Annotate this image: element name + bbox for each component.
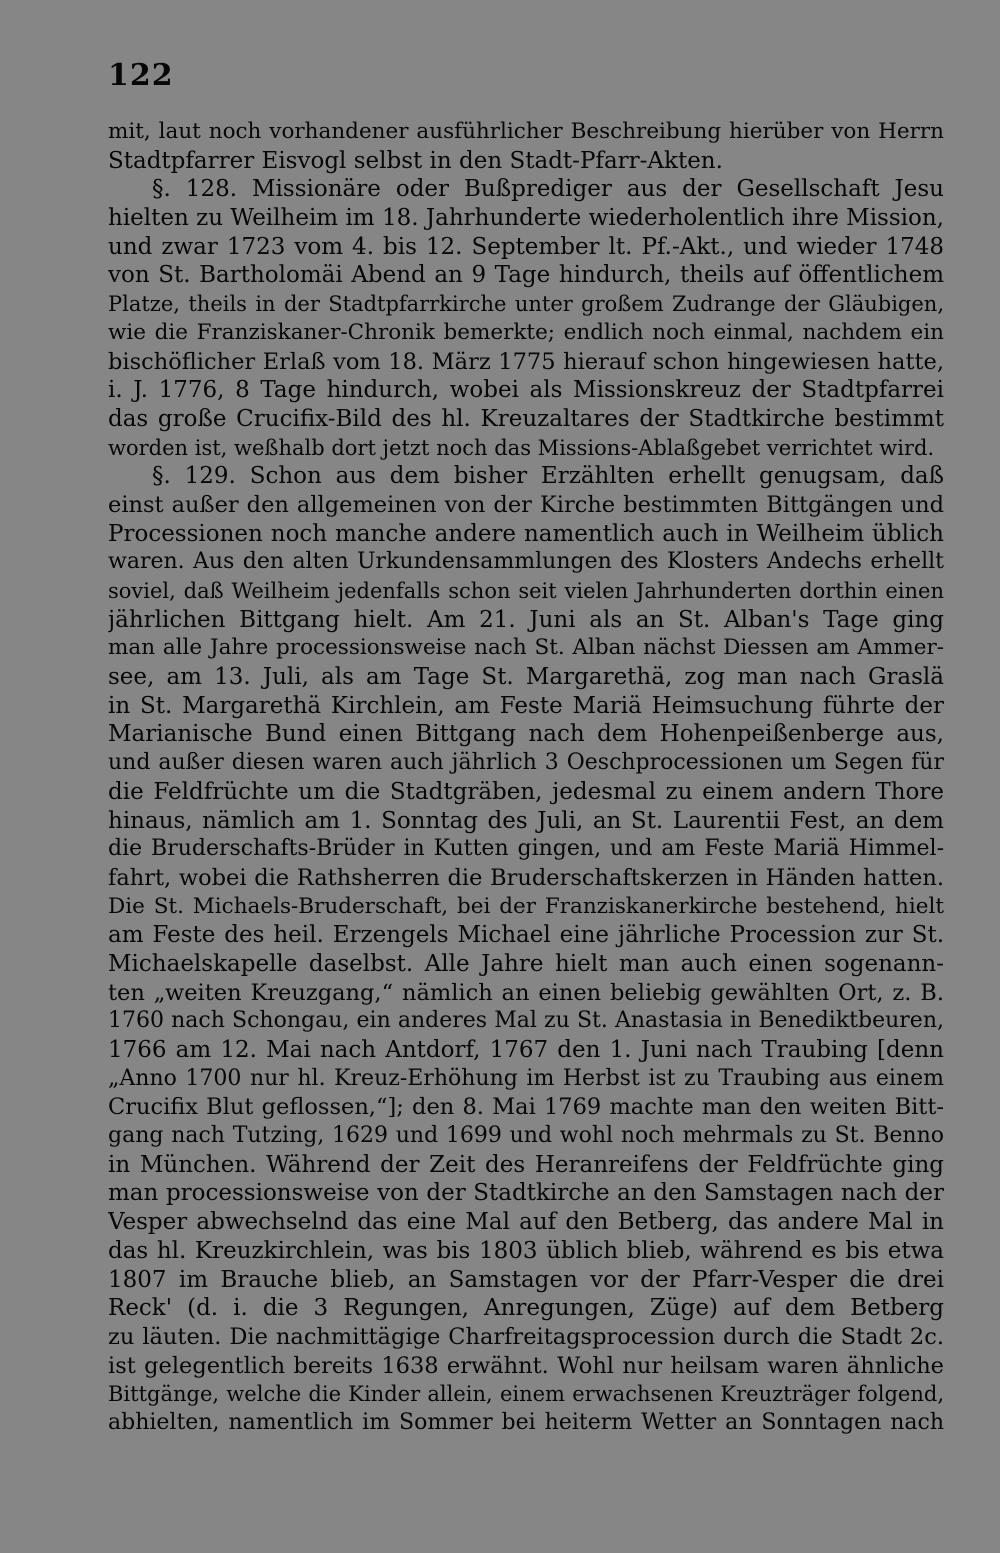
text-line: in München. Während der Zeit des Heranreifens der Feldfrüchte ging: [108, 1151, 944, 1178]
text-line: Michaelskapelle daselbst. Alle Jahre hielt man auch einen sogenann-: [108, 950, 944, 977]
text-line: einst außer den allgemeinen von der Kirche bestimmten Bittgängen und: [108, 491, 944, 518]
text-line: in St. Margarethä Kirchlein, am Feste Mariä Heimsuchung führte der: [108, 692, 944, 719]
text-line: see, am 13. Juli, als am Tage St. Margarethä, zog man nach Graslä: [108, 664, 944, 691]
text-line: worden ist, weßhalb dort jetzt noch das Missions-Ablaßgebet verrichtet wird.: [108, 435, 935, 460]
text-line: Marianische Bund einen Bittgang nach dem Hohenpeißenberge aus,: [108, 721, 944, 748]
text-line: zu läuten. Die nachmittägige Charfreitagsprocession durch die Stadt 2c.: [108, 1323, 944, 1350]
text-line: Stadtpfarrer Eisvogl selbst in den Stadt-Pfarr-Akten.: [108, 147, 723, 174]
text-line: „Anno 1700 nur hl. Kreuz-Erhöhung im Herbst ist zu Traubing aus einem: [108, 1065, 944, 1091]
text-line: Platze, theils in der Stadtpfarrkirche unter großem Zudrange der Gläubigen,: [108, 292, 944, 317]
text-line: soviel, daß Weilheim jedenfalls schon seit vielen Jahrhunderten dorthin einen: [108, 579, 944, 603]
text-line: §. 129. Schon aus dem bisher Erzählten erhellt genugsam, daß: [152, 463, 944, 490]
text-line: waren. Aus den alten Urkundensammlungen des Klosters Andechs erhellt: [108, 549, 944, 575]
text-line: und außer diesen waren auch jährlich 3 Oeschprocessionen um Segen für: [108, 750, 944, 776]
text-line: gang nach Tutzing, 1629 und 1699 und wohl noch mehrmals zu St. Benno: [108, 1123, 944, 1149]
text-line: hinaus, nämlich am 1. Sonntag des Juli, an St. Laurentii Fest, an dem: [108, 807, 944, 834]
text-line: Reck' (d. i. die 3 Regungen, Anregungen, Züge) auf dem Betberg: [108, 1295, 944, 1322]
text-line: abhielten, namentlich im Sommer bei heiterm Wetter an Sonntagen nach: [108, 1409, 944, 1435]
text-line: mit, laut noch vorhandener ausführlicher Beschreibung hierüber von Herrn: [108, 119, 944, 144]
text-line: i. J. 1776, 8 Tage hindurch, wobei als Missionskreuz der Stadtpfarrei: [108, 377, 944, 404]
text-line: Bittgänge, welche die Kinder allein, einem erwachsenen Kreuzträger folgend,: [108, 1382, 944, 1407]
page-number: 122: [108, 58, 174, 93]
text-line: 1760 nach Schongau, ein anderes Mal zu St. Anastasia in Benediktbeuren,: [108, 1008, 944, 1034]
text-line: ist gelegentlich bereits 1638 erwähnt. Wohl nur heilsam waren ähnliche: [108, 1352, 944, 1379]
text-line: §. 128. Missionäre oder Bußprediger aus der Gesellschaft Jesu: [152, 176, 944, 203]
text-line: Die St. Michaels-Bruderschaft, bei der Franziskanerkirche bestehend, hielt: [108, 893, 944, 919]
text-line: 1807 im Brauche blieb, an Samstagen vor der Pfarr-Vesper die drei: [108, 1266, 944, 1293]
text-line: jährlichen Bittgang hielt. Am 21. Juni als an St. Alban's Tage ging: [108, 606, 944, 633]
text-line: man processionsweise von der Stadtkirche an den Samstagen nach der: [108, 1180, 944, 1207]
text-line: Vesper abwechselnd das eine Mal auf den Betberg, das andere Mal in: [108, 1209, 944, 1236]
text-line: bischöflicher Erlaß vom 18. März 1775 hierauf schon hingewiesen hatte,: [108, 348, 944, 375]
text-line: wie die Franziskaner-Chronik bemerkte; endlich noch einmal, nachdem ein: [108, 319, 944, 345]
body-text: [108, 118, 944, 1438]
text-line: fahrt, wobei die Rathsherren die Bruderschaftskerzen in Händen hatten.: [108, 864, 944, 891]
text-line: die Bruderschafts-Brüder in Kutten gingen, und am Feste Mariä Himmel-: [108, 836, 944, 862]
text-line: die Feldfrüchte um die Stadtgräben, jedesmal zu einem andern Thore: [108, 778, 944, 805]
text-line: ten „weiten Kreuzgang,“ nämlich an einen beliebig gewählten Ort, z. B.: [108, 979, 944, 1006]
text-line: das große Crucifix-Bild des hl. Kreuzaltares der Stadtkirche bestimmt: [108, 405, 944, 432]
text-line: 1766 am 12. Mai nach Antdorf, 1767 den 1. Juni nach Traubing [denn: [108, 1037, 944, 1063]
text-line: und zwar 1723 vom 4. bis 12. September lt. Pf.-Akt., und wieder 1748: [108, 233, 944, 260]
text-line: Crucifix Blut geflossen,“]; den 8. Mai 1769 machte man den weiten Bitt-: [108, 1094, 944, 1121]
text-line: von St. Bartholomäi Abend an 9 Tage hindurch, theils auf öffentlichem: [108, 262, 944, 289]
text-line: man alle Jahre processionsweise nach St. Alban nächst Diessen am Ammer-: [108, 635, 944, 661]
text-line: hielten zu Weilheim im 18. Jahrhunderte wiederholentlich ihre Mission,: [108, 205, 944, 232]
text-line: das hl. Kreuzkirchlein, was bis 1803 üblich blieb, während es bis etwa: [108, 1237, 944, 1264]
text-line: Processionen noch manche andere namentlich auch in Weilheim üblich: [108, 520, 944, 547]
text-line: am Feste des heil. Erzengels Michael eine jährliche Procession zur St.: [108, 922, 944, 949]
